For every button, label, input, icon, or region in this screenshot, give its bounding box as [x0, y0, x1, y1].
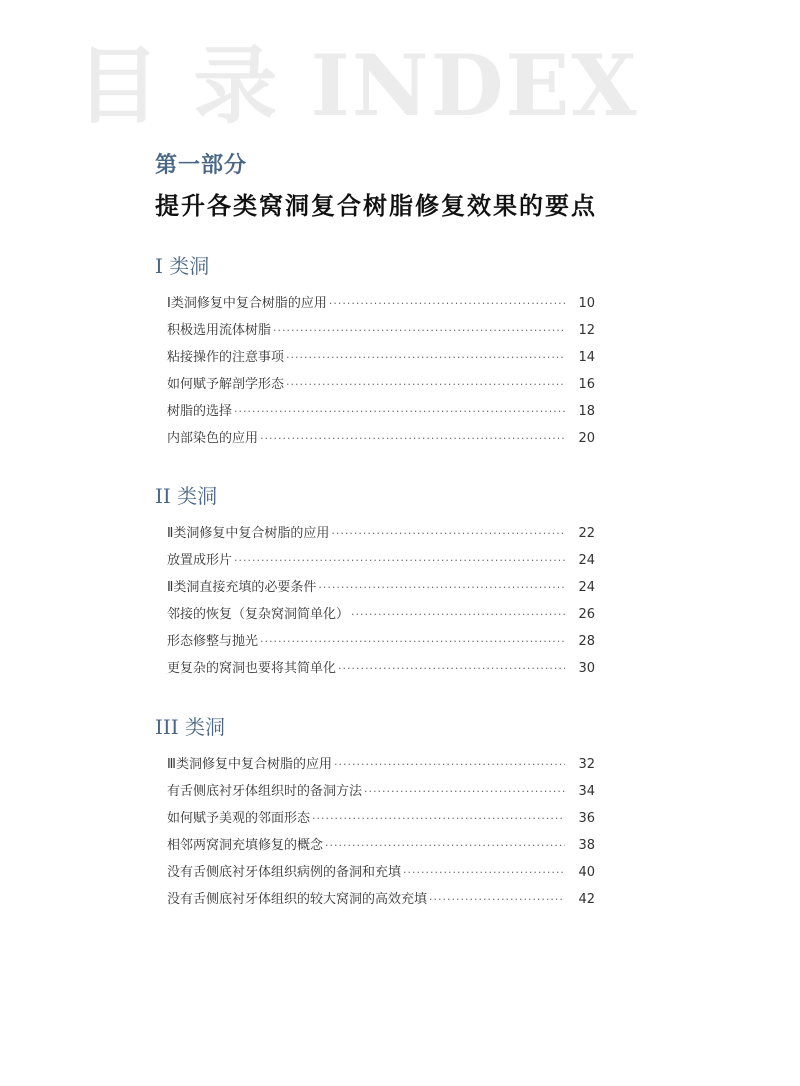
toc-entry[interactable]: [155, 344, 595, 371]
dot-leader: [318, 574, 565, 601]
dot-leader: [286, 344, 565, 371]
toc-entry-title: 粘接操作的注意事项: [167, 350, 285, 365]
toc-entry-title: 形态修整与抛光: [167, 634, 259, 649]
dot-leader: [429, 886, 565, 913]
toc-entry[interactable]: [155, 398, 595, 425]
toc-page-number: 14: [578, 350, 595, 365]
dot-leader: [234, 398, 565, 425]
toc-entry[interactable]: [155, 805, 595, 832]
dot-leader: [351, 601, 565, 628]
toc-entry-title: Ⅱ类洞修复中复合树脂的应用: [167, 526, 330, 541]
toc-entry-title: 如何赋予美观的邻面形态: [167, 811, 311, 826]
toc-entry-title: 邻接的恢复（复杂窝洞简单化）: [167, 607, 350, 622]
toc-page-number: 22: [578, 526, 595, 541]
toc-section-class-1: [155, 254, 595, 452]
toc-entry[interactable]: [155, 290, 595, 317]
toc-entry[interactable]: [155, 859, 595, 886]
section-heading: I 类洞: [155, 254, 210, 278]
index-watermark: 目 录 INDEX: [76, 36, 639, 135]
toc-page-number: 32: [578, 757, 595, 772]
toc-page-number: 12: [578, 323, 595, 338]
toc-page-number: 36: [578, 811, 595, 826]
toc-entry[interactable]: [155, 628, 595, 655]
dot-leader: [364, 778, 565, 805]
toc-entry[interactable]: [155, 317, 595, 344]
toc-page-number: 42: [578, 892, 595, 907]
toc-page-number: 38: [578, 838, 595, 853]
toc-page-number: 30: [578, 661, 595, 676]
part-title: 提升各类窝洞复合树脂修复效果的要点: [155, 192, 597, 220]
dot-leader: [273, 317, 565, 344]
toc-entry-title: 更复杂的窝洞也要将其简单化: [167, 661, 337, 676]
toc-entry-title: 内部染色的应用: [167, 431, 259, 446]
toc-section-class-3: [155, 715, 595, 913]
toc-entry-title: 如何赋予解剖学形态: [167, 377, 285, 392]
toc-page-number: 10: [578, 296, 595, 311]
toc-entry-title: 放置成形片: [167, 553, 233, 568]
toc-page-number: 28: [578, 634, 595, 649]
toc-page-number: 26: [578, 607, 595, 622]
section-heading: III 类洞: [155, 715, 226, 739]
toc-entry[interactable]: [155, 574, 595, 601]
toc-entry-title: 相邻两窝洞充填修复的概念: [167, 838, 324, 853]
dot-leader: [312, 805, 565, 832]
dot-leader: [331, 520, 565, 547]
dot-leader: [329, 290, 565, 317]
dot-leader: [325, 832, 565, 859]
dot-leader: [260, 628, 565, 655]
dot-leader: [234, 547, 565, 574]
dot-leader: [338, 655, 565, 682]
toc-entry-title: Ⅲ类洞修复中复合树脂的应用: [167, 757, 332, 772]
section-heading: II 类洞: [155, 484, 218, 508]
toc-entry[interactable]: [155, 751, 595, 778]
toc-page-number: 24: [578, 580, 595, 595]
toc-page-number: 20: [578, 431, 595, 446]
toc-entry-title: 树脂的选择: [167, 404, 233, 419]
dot-leader: [334, 751, 565, 778]
toc-entry[interactable]: [155, 778, 595, 805]
dot-leader: [286, 371, 565, 398]
toc-entry-title: Ⅱ类洞直接充填的必要条件: [167, 580, 317, 595]
toc-page-number: 16: [578, 377, 595, 392]
toc-entry-title: 没有舌侧底衬牙体组织的较大窝洞的高效充填: [167, 892, 428, 907]
toc-entry-title: 积极选用流体树脂: [167, 323, 272, 338]
toc-entry[interactable]: [155, 520, 595, 547]
toc-entry[interactable]: [155, 832, 595, 859]
toc-entry-title: 没有舌侧底衬牙体组织病例的备洞和充填: [167, 865, 402, 880]
dot-leader: [260, 425, 565, 452]
toc-entry[interactable]: [155, 425, 595, 452]
toc-entry-title: 有舌侧底衬牙体组织时的备洞方法: [167, 784, 363, 799]
toc-entry-title: Ⅰ类洞修复中复合树脂的应用: [167, 296, 327, 311]
part-label: 第一部分: [155, 153, 248, 178]
toc-entry[interactable]: [155, 655, 595, 682]
toc-section-class-2: [155, 484, 595, 682]
toc-entry[interactable]: [155, 601, 595, 628]
toc-page-number: 18: [578, 404, 595, 419]
toc-page-number: 24: [578, 553, 595, 568]
toc-entry[interactable]: [155, 886, 595, 913]
toc-page-number: 40: [578, 865, 595, 880]
toc-page-number: 34: [578, 784, 595, 799]
dot-leader: [403, 859, 565, 886]
toc-entry[interactable]: [155, 371, 595, 398]
toc-entry[interactable]: [155, 547, 595, 574]
